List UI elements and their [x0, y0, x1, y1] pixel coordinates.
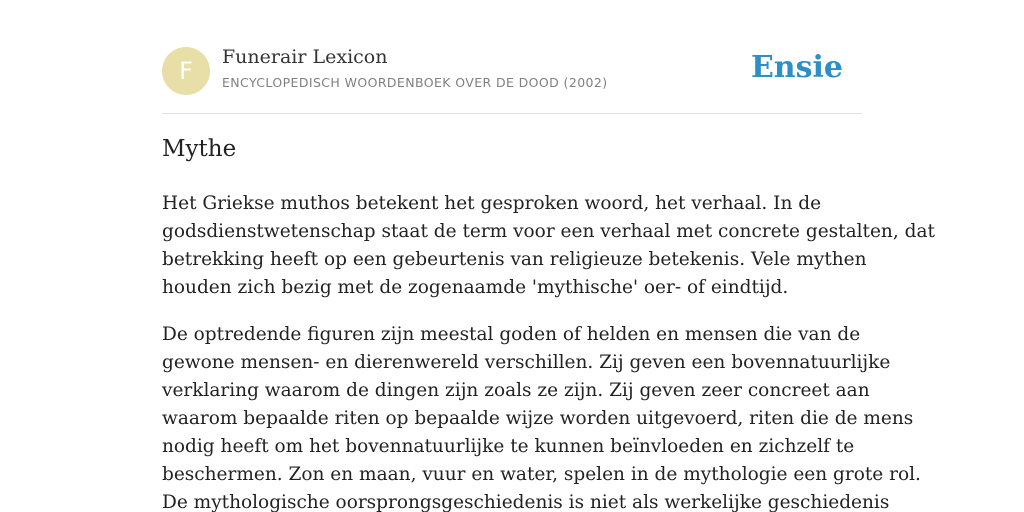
paragraph-line: Het Griekse muthos betekent het gesproken woord, het verhaal. In de — [162, 193, 822, 214]
paragraph-line: godsdienstwetenschap staat de term voor een verhaal met concrete gestalten, dat — [162, 221, 935, 242]
article-body — [162, 190, 935, 512]
paragraph-line: betrekking heeft op een gebeurtenis van religieuze betekenis. Vele mythen — [162, 249, 867, 270]
header-divider — [162, 113, 862, 114]
paragraph-gap — [162, 302, 867, 321]
paragraph-line: gewone mensen- en dierenwereld verschillen. Zij geven een bovennatuurlijke — [162, 352, 891, 373]
source-header — [162, 46, 862, 96]
brand-logo[interactable]: Ensie — [750, 50, 843, 85]
paragraph-line: houden zich bezig met de zogenaamde 'mythische' oer- of eindtijd. — [162, 277, 789, 298]
article-title: Mythe — [162, 136, 237, 162]
paragraph-line: waarom bepaalde riten op bepaalde wijze worden uitgevoerd, riten die de mens — [162, 408, 914, 429]
paragraph-line: nodig heeft om het bovennatuurlijke te kunnen beïnvloeden en zichzelf te — [162, 436, 855, 457]
paragraph-line: De mythologische oorsprongsgeschiedenis is niet als werkelijke geschiedenis — [162, 492, 890, 512]
paragraph — [162, 190, 935, 302]
paragraph — [162, 321, 921, 512]
source-title[interactable]: Funerair Lexicon — [222, 46, 388, 68]
source-subtitle: ENCYCLOPEDISCH WOORDENBOEK OVER DE DOOD (2002) — [222, 75, 608, 90]
paragraph-line: verklaring waarom de dingen zijn zoals ze zijn. Zij geven zeer concreet aan — [162, 380, 870, 401]
paragraph-line: beschermen. Zon en maan, vuur en water, spelen in de mythologie een grote rol. — [162, 464, 921, 485]
avatar[interactable]: F — [162, 47, 210, 95]
paragraph-line: De optredende figuren zijn meestal goden of helden en mensen die van de — [162, 324, 861, 345]
